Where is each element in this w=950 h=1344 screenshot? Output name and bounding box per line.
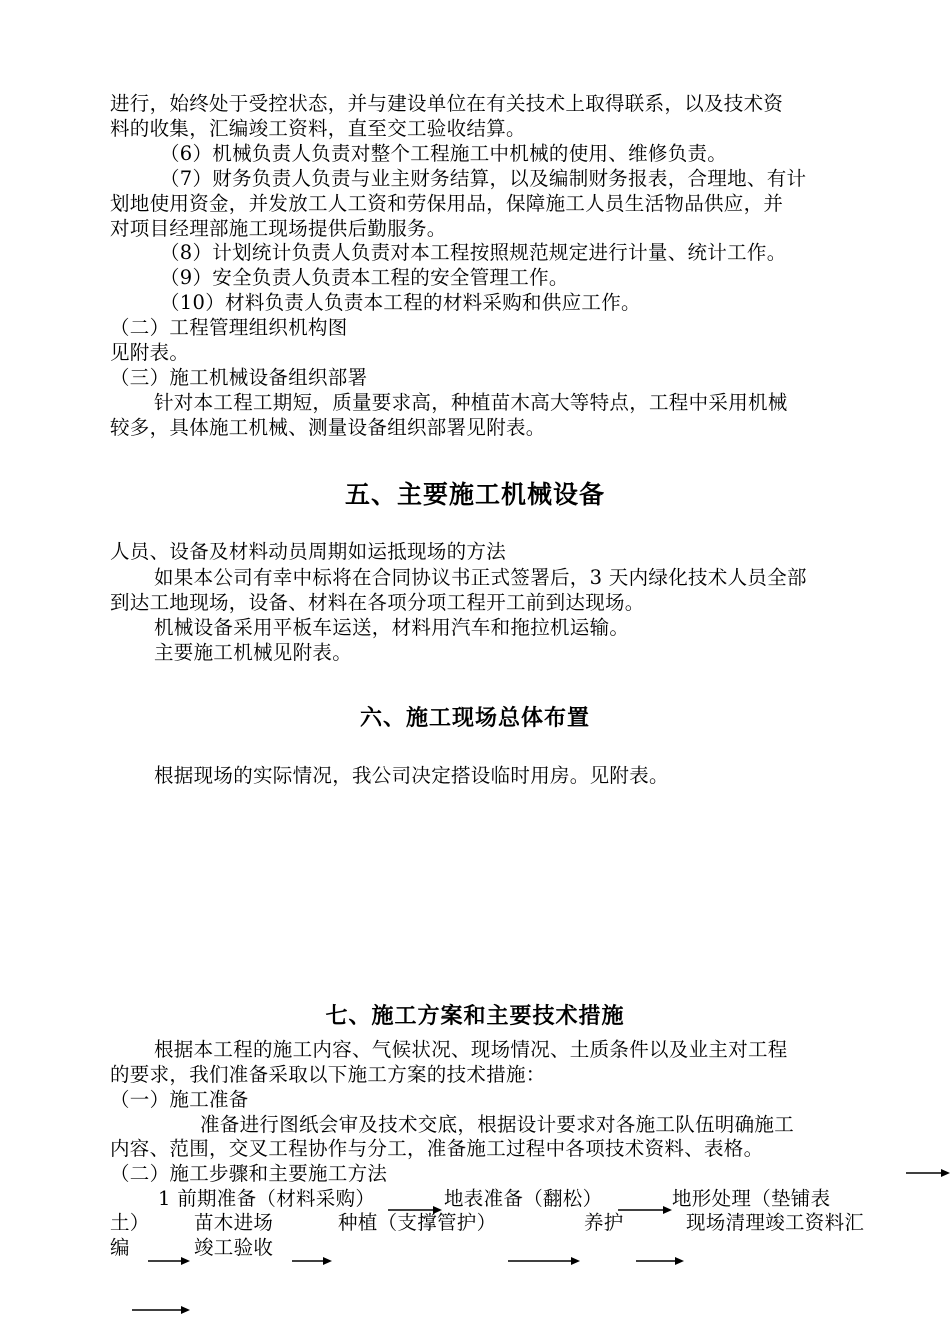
arrow-right-icon (906, 1168, 950, 1178)
paragraph-line: 较多，具体施工机械、测量设备组织部署见附表。 (110, 416, 546, 439)
flow-step-acceptance: 竣工验收 (194, 1236, 274, 1259)
paragraph-line: 针对本工程工期短，质量要求高，种植苗木高大等特点，工程中采用机械 (154, 391, 788, 414)
paragraph-line: 机械设备采用平板车运送，材料用汽车和拖拉机运输。 (154, 616, 630, 639)
subsection-heading: （一）施工准备 (110, 1088, 249, 1111)
paragraph-line: 划地使用资金，并发放工人工资和劳保用品，保障施工人员生活物品供应，并 (110, 192, 784, 215)
paragraph-line: 进行，始终处于受控状态，并与建设单位在有关技术上取得联系，以及技术资 (110, 92, 784, 115)
list-item: （9）安全负责人负责本工程的安全管理工作。 (160, 266, 569, 289)
flow-step-cleanup: 现场清理竣工资料汇 (686, 1211, 865, 1234)
paragraph-line: 见附表。 (110, 341, 190, 364)
list-item: （10）材料负责人负责本工程的材料采购和供应工作。 (160, 291, 641, 314)
flow-step-ground-prep: 地表准备（翻松） (444, 1187, 603, 1210)
paragraph-line: 根据本工程的施工内容、气候状况、现场情况、土质条件以及业主对工程 (154, 1038, 788, 1061)
paragraph-line: 人员、设备及材料动员周期如运抵现场的方法 (110, 540, 507, 563)
list-item: （6）机械负责人负责对整个工程施工中机械的使用、维修负责。 (160, 142, 728, 165)
subsection-heading: （二）工程管理组织机构图 (110, 316, 348, 339)
flow-step-maintenance: 养护 (584, 1211, 624, 1234)
subsection-heading: （三）施工机械设备组织部署 (110, 366, 368, 389)
paragraph-line: 根据现场的实际情况，我公司决定搭设临时用房。见附表。 (154, 764, 669, 787)
paragraph-line: 内容、范围，交叉工程协作与分工，准备施工过程中各项技术资料、表格。 (110, 1137, 764, 1160)
paragraph-line: 主要施工机械见附表。 (154, 641, 353, 664)
paragraph-line: 准备进行图纸会审及技术交底，根据设计要求对各施工队伍明确施工 (200, 1113, 795, 1136)
paragraph-line: 对项目经理部施工现场提供后勤服务。 (110, 217, 447, 240)
arrow-right-icon (508, 1256, 580, 1266)
arrow-right-icon (292, 1256, 332, 1266)
section-heading: 五、主要施工机械设备 (344, 480, 605, 509)
arrow-right-icon (148, 1256, 190, 1266)
flow-step-terrain-cont: 土） (110, 1211, 150, 1234)
subsection-heading: （二）施工步骤和主要施工方法 (110, 1162, 388, 1185)
paragraph-line: 料的收集，汇编竣工资料，直至交工验收结算。 (110, 117, 526, 140)
list-item: （7）财务负责人负责与业主财务结算，以及编制财务报表，合理地、有计 (160, 167, 807, 190)
arrow-right-icon (636, 1256, 684, 1266)
list-item: （8）计划统计负责人负责对本工程按照规范规定进行计量、统计工作。 (160, 241, 787, 264)
section-heading: 六、施工现场总体布置 (359, 705, 590, 731)
arrow-right-icon (618, 1205, 672, 1215)
flow-step-terrain: 地形处理（垫铺表 (672, 1187, 831, 1210)
flow-step-cleanup-cont: 编 (110, 1236, 130, 1259)
paragraph-line: 如果本公司有幸中标将在合同协议书正式签署后，3 天内绿化技术人员全部 (154, 566, 807, 589)
flow-step-seedlings: 苗木进场 (194, 1211, 274, 1234)
arrow-right-icon (132, 1305, 190, 1315)
arrow-right-icon (388, 1205, 442, 1215)
flow-step-planting: 种植（支撑管护） (338, 1211, 497, 1234)
flow-step-preparation: 1 前期准备（材料采购） (158, 1187, 376, 1210)
paragraph-line: 到达工地现场，设备、材料在各项分项工程开工前到达现场。 (110, 591, 645, 614)
paragraph-line: 的要求，我们准备采取以下施工方案的技术措施： (110, 1063, 546, 1086)
section-heading: 七、施工方案和主要技术措施 (325, 1003, 625, 1029)
